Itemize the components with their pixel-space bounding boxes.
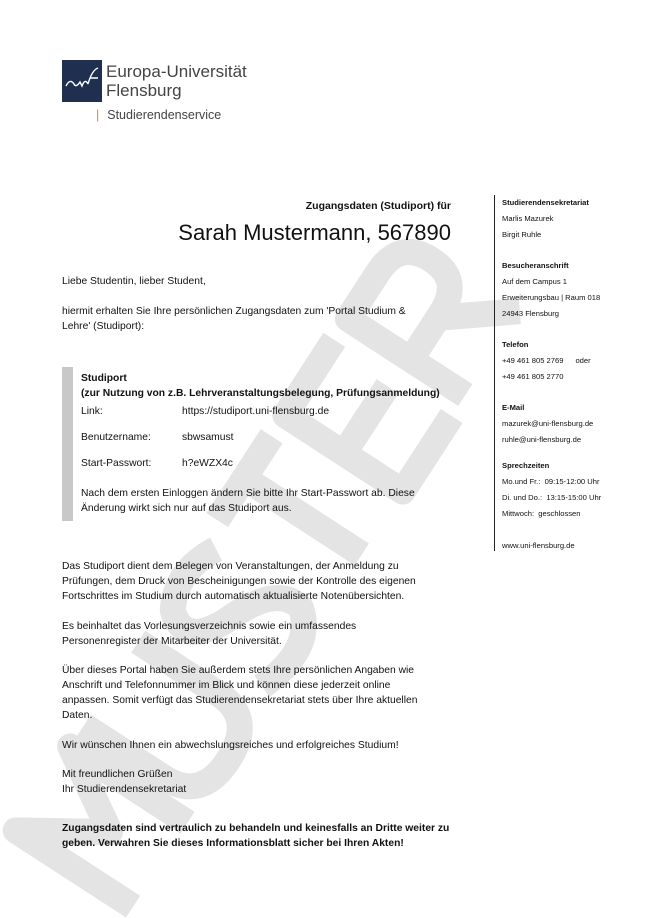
university-name-line2: Flensburg bbox=[106, 81, 182, 100]
text-line: Zugangsdaten sind vertraulich zu behandeln und keinesfalls an Dritte weiter zu bbox=[62, 823, 450, 834]
text-line: Mit freundlichen Grüßen bbox=[62, 769, 173, 780]
text-line: Nach dem ersten Einloggen ändern Sie bitte Ihr Start-Passwort ab. Diese bbox=[81, 488, 415, 499]
closing bbox=[62, 767, 186, 797]
username-row bbox=[81, 430, 440, 445]
text-line: Prüfungen, dem Druck von Bescheinigungen sowie der Kontrolle des eigenen bbox=[62, 576, 416, 587]
hours-heading: Sprechzeiten bbox=[502, 461, 550, 470]
contact-sidebar bbox=[494, 195, 645, 551]
address-heading: Besucheranschrift bbox=[502, 261, 569, 270]
department-label: Studierendenservice bbox=[107, 108, 222, 122]
greeting: Liebe Studentin, lieber Student, bbox=[62, 276, 206, 287]
password-label: Start-Passwort: bbox=[81, 458, 152, 469]
email-link[interactable]: ruhle@uni-flensburg.de bbox=[502, 435, 582, 444]
office-heading: Studierendensekretariat bbox=[502, 198, 589, 207]
email-link[interactable]: mazurek@uni-flensburg.de bbox=[502, 419, 594, 428]
password-row bbox=[81, 456, 440, 471]
text-line: Ihr Studierendensekretariat bbox=[62, 784, 187, 795]
username-label: Benutzername: bbox=[81, 432, 151, 443]
paragraph-purpose bbox=[62, 559, 416, 604]
phone-number: +49 461 805 2770 bbox=[502, 372, 564, 381]
link-row bbox=[81, 404, 440, 419]
text-line: Anschrift und Telefonnummer im Blick und können diese jederzeit online bbox=[62, 680, 391, 691]
credentials-note bbox=[81, 486, 440, 516]
password-value: h?eWZX4c bbox=[182, 458, 233, 469]
department-name: | Studierendenservice bbox=[96, 108, 222, 122]
text-line: Das Studiport dient dem Belegen von Veranstaltungen, der Anmeldung zu bbox=[62, 561, 399, 572]
phone-heading: Telefon bbox=[502, 340, 529, 349]
university-name bbox=[106, 62, 247, 100]
link-label: Link: bbox=[81, 406, 103, 417]
university-name-line1: Europa-Universität bbox=[106, 62, 247, 81]
text-line: geben. Verwahren Sie dieses Informationsblatt sicher bei Ihren Akten! bbox=[62, 838, 404, 849]
phone-line bbox=[502, 356, 591, 365]
credentials-heading: Studiport bbox=[81, 373, 127, 384]
euf-logo-icon bbox=[62, 60, 102, 102]
credentials-subheading: (zur Nutzung von z.B. Lehrveranstaltungsbelegung, Prüfungsanmeldung) bbox=[81, 388, 440, 399]
address-line: 24943 Flensburg bbox=[502, 309, 559, 318]
phone-or: oder bbox=[575, 356, 591, 365]
hours-line: Mittwoch: geschlossen bbox=[502, 509, 581, 518]
staff-name: Birgit Ruhle bbox=[502, 230, 542, 239]
paragraph-personal-data bbox=[62, 663, 417, 723]
hours-line: Di. und Do.: 13:15-15:00 Uhr bbox=[502, 493, 602, 502]
address-line: Erweiterungsbau | Raum 018 bbox=[502, 293, 601, 302]
text-line: anpassen. Somit verfügt das Studierendensekretariat stets über Ihre aktuellen bbox=[62, 695, 418, 706]
studiport-link[interactable]: https://studiport.uni-flensburg.de bbox=[182, 406, 330, 417]
username-value: sbwsamust bbox=[182, 432, 234, 443]
address-line: Auf dem Campus 1 bbox=[502, 277, 567, 286]
intro-paragraph bbox=[62, 304, 406, 334]
text-line: Personenregister der Mitarbeiter der Universität. bbox=[62, 636, 282, 647]
text-line: Lehre' (Studiport): bbox=[62, 321, 145, 332]
text-line: Änderung wirkt sich nur auf das Studiport aus. bbox=[81, 503, 292, 514]
hours-line: Mo.und Fr.: 09:15-12:00 Uhr bbox=[502, 477, 600, 486]
paragraph-contents bbox=[62, 619, 356, 649]
text-line: hiermit erhalten Sie Ihre persönlichen Zugangsdaten zum 'Portal Studium & bbox=[62, 306, 406, 317]
staff-name: Marlis Mazurek bbox=[502, 214, 554, 223]
phone-number: +49 461 805 2769 bbox=[502, 356, 564, 365]
credentials-box bbox=[62, 367, 462, 521]
box-accent-bar bbox=[62, 367, 73, 521]
document-title: Zugangsdaten (Studiport) für bbox=[305, 200, 451, 212]
recipient-name: Sarah Mustermann, 567890 bbox=[178, 220, 451, 245]
confidentiality-warning bbox=[62, 821, 449, 851]
paragraph-wishes: Wir wünschen Ihnen ein abwechslungsreiches und erfolgreiches Studium! bbox=[62, 740, 399, 751]
text-line: Über dieses Portal haben Sie außerdem stets Ihre persönlichen Angaben wie bbox=[62, 665, 415, 676]
text-line: Es beinhaltet das Vorlesungsverzeichnis sowie ein umfassendes bbox=[62, 621, 357, 632]
text-line: Daten. bbox=[62, 710, 93, 721]
text-line: Fortschrittes im Studium durch automatisch aktualisierte Notenübersichten. bbox=[62, 591, 405, 602]
university-logo-mark bbox=[62, 60, 102, 102]
email-heading: E-Mail bbox=[502, 403, 525, 412]
website-link[interactable]: www.uni-flensburg.de bbox=[502, 541, 575, 550]
